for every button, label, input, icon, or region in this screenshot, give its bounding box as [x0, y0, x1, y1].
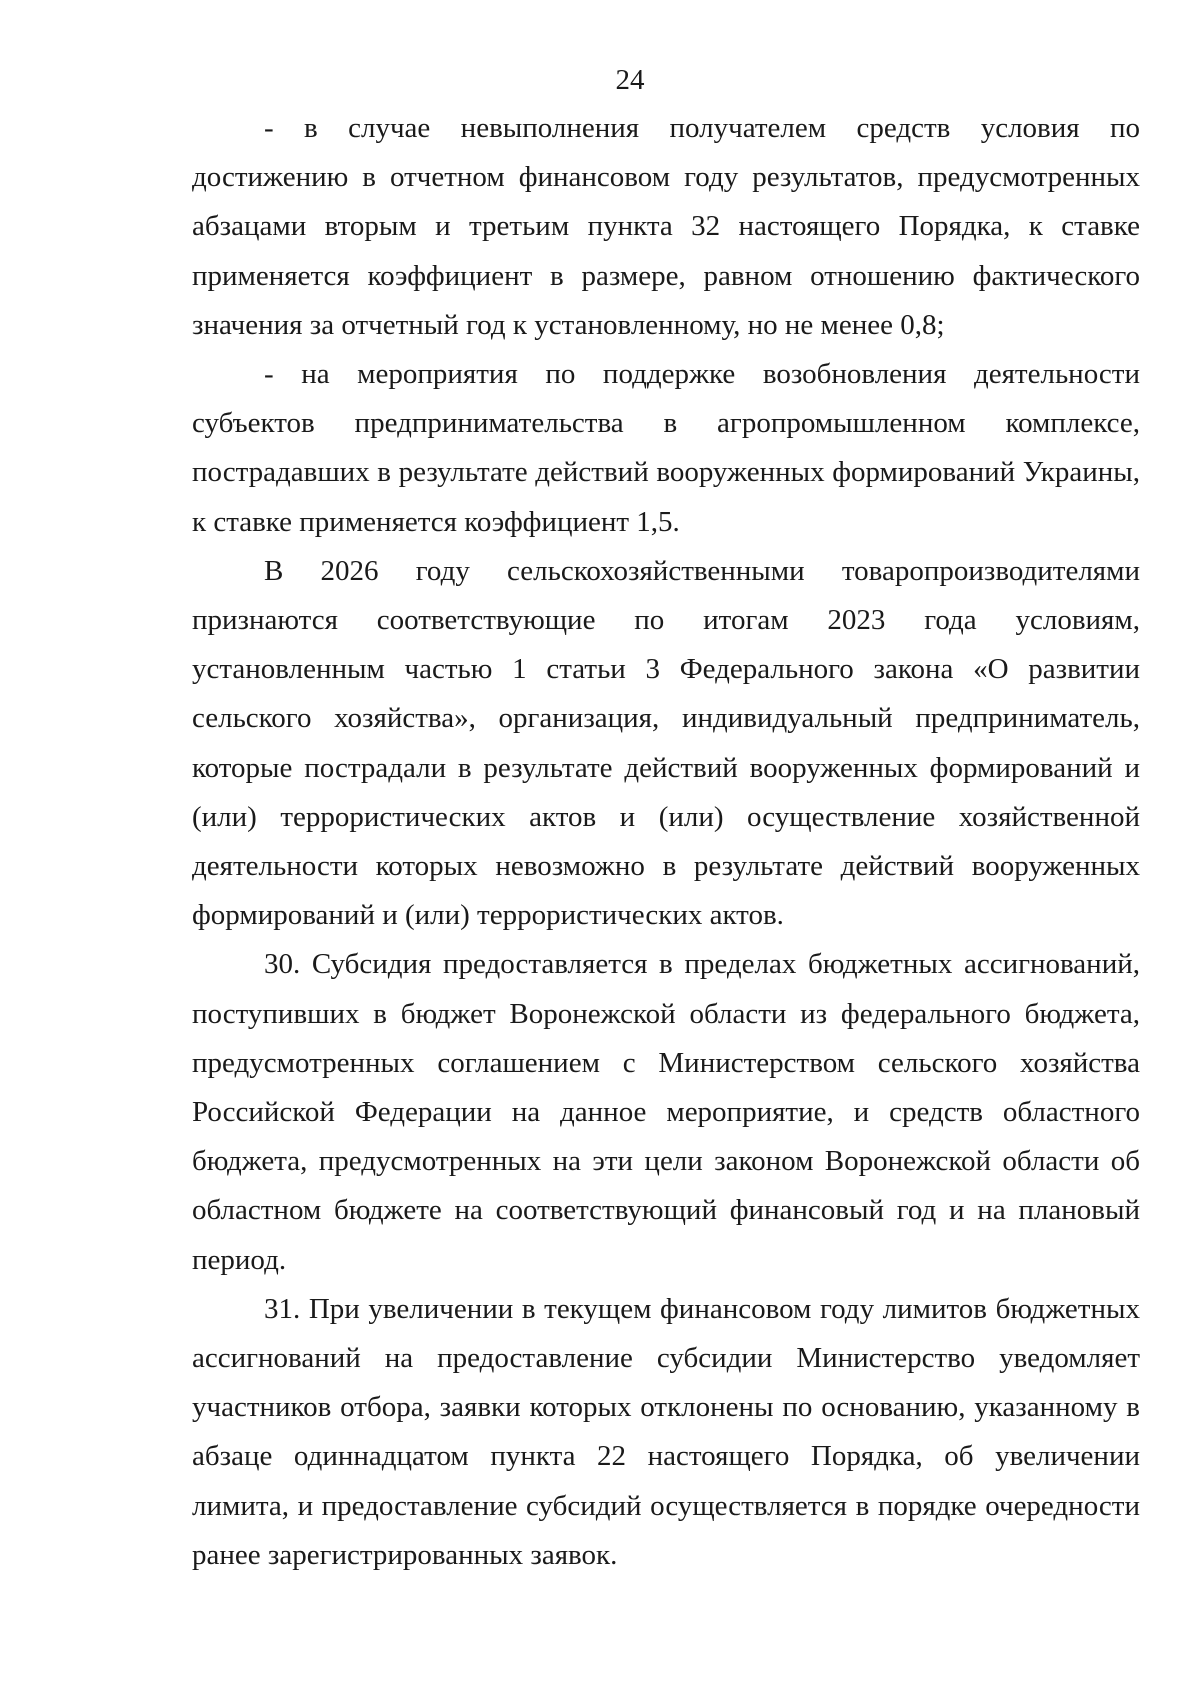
document-body — [192, 104, 1140, 1580]
paragraph-item-31: 31. При увеличении в текущем финансовом году лимитов бюджетных ассигнований на предоставление субсидии Министерство уведомляет участников отбора, заявки которых отклонены по основанию, указанному в абзаце одиннадцатом пункта 22 настоящего Порядка, об увеличении лимита, и предоставление субсидий осуществляется в порядке очередности ранее зарегистрированных заявок. — [192, 1292, 1140, 1571]
page-number: 24 — [615, 64, 645, 96]
paragraph-support-coefficient: - на мероприятия по поддержке возобновления деятельности субъектов предпринимательства в агропромышленном комплексе, пострадавших в результате действий вооруженных формирований Украины, к ставке применяется коэффициент 1,5. — [192, 358, 1140, 538]
paragraph-reduced-coefficient: - в случае невыполнения получателем средств условия по достижению в отчетном финансовом году результатов, предусмотренных абзацами вторым и третьим пункта 32 настоящего Порядка, к ставке применяется коэффициент в размере, равном отношению фактического значения за отчетный год к установленному, но не менее 0,8; — [192, 112, 1140, 341]
paragraph-item-30: 30. Субсидия предоставляется в пределах бюджетных ассигнований, поступивших в бюджет Воронежской области из федерального бюджета, предусмотренных соглашением с Министерством сельского хозяйства Российской Федерации на данное мероприятие, и средств областного бюджета, предусмотренных на эти цели законом Воронежской области об областном бюджете на соответствующий финансовый год и на плановый период. — [192, 948, 1140, 1276]
paragraph-2026-producers: В 2026 году сельскохозяйственными товаропроизводителями признаются соответствующие по итогам 2023 года условиям, установленным частью 1 статьи 3 Федерального закона «О развитии сельского хозяйства», организация, индивидуальный предприниматель, которые пострадали в результате действий вооруженных формирований и (или) террористических актов и (или) осуществление хозяйственной деятельности которых невозможно в результате действий вооруженных формирований и (или) террористических актов. — [192, 554, 1140, 932]
